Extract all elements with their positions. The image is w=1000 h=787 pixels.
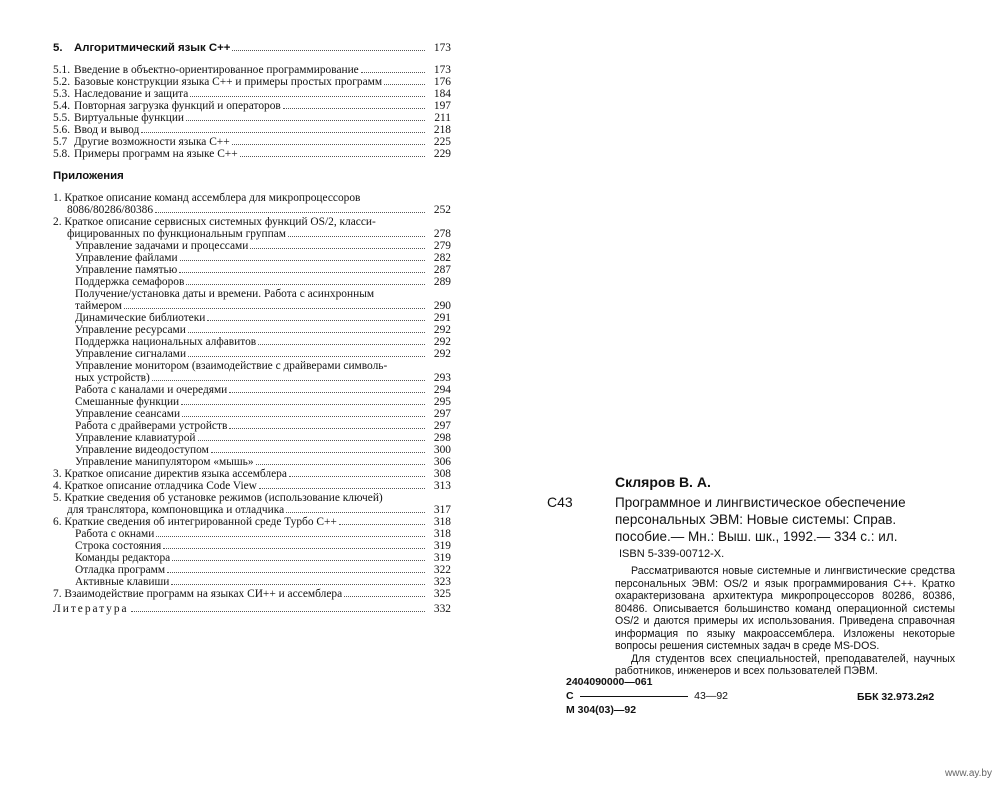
toc-item-num: 5.6. — [53, 124, 71, 136]
appendix-heading: Приложения — [53, 170, 124, 182]
toc-item-title: Управление задачами и процессами — [75, 240, 249, 252]
toc-item-title: Управление клавиатурой — [75, 432, 196, 444]
toc-item — [53, 100, 451, 112]
toc-item-title: Повторная загрузка функций и операторов — [74, 100, 281, 112]
toc-item-page: 289 — [433, 276, 451, 288]
toc-item — [53, 540, 451, 552]
toc-item-num: 5.1. — [53, 64, 71, 76]
toc-item-title: Работа с каналами и очередями — [75, 384, 228, 396]
toc-item-page: 173 — [433, 64, 451, 76]
toc-chapter-5-items — [53, 64, 451, 160]
watermark: www.ay.by — [944, 768, 992, 779]
toc-item-title: Примеры программ на языке С++ — [74, 148, 238, 160]
toc-item-title: Наследование и защита — [74, 88, 189, 100]
toc-item-page: 291 — [433, 312, 451, 324]
toc-item-title: Управление памятью — [75, 264, 178, 276]
toc-item — [53, 324, 451, 336]
catalog-index-right: 43—92 — [694, 690, 728, 702]
toc-appendix-2-items-c — [53, 384, 451, 468]
abstract-paragraph-2: Для студентов всех специальностей, преподавателей, научных работников, инженеров и всех пользователей ПЭВМ. — [615, 652, 955, 677]
toc-item-title: Команды редактора — [75, 552, 171, 564]
toc-item — [53, 528, 451, 540]
toc-item-title: Управление ресурсами — [75, 324, 186, 336]
toc-item-num: 5.8. — [53, 148, 71, 160]
toc-item-page: 319 — [433, 540, 451, 552]
toc-item-page: 292 — [433, 324, 451, 336]
toc-monitor-line2: ных устройств) 293 — [75, 372, 451, 384]
catalog-author: Скляров В. А. — [615, 474, 711, 490]
toc-chapter-5 — [53, 42, 451, 54]
toc-chapter-title: Алгоритмический язык С++ — [74, 42, 231, 54]
toc-item-title: Управление сигналами — [75, 348, 187, 360]
toc-item — [53, 396, 451, 408]
toc-item — [53, 64, 451, 76]
toc-item-title: Управление видеодоступом — [75, 444, 209, 456]
toc-item-page: 279 — [433, 240, 451, 252]
toc-item-title: Управление файлами — [75, 252, 178, 264]
toc-appendix-6-items — [53, 528, 451, 588]
toc-appendix-5-line2: для транслятора, компоновщика и отладчика 317 — [67, 504, 451, 516]
catalog-index-line-2 — [566, 690, 728, 702]
toc-item — [53, 112, 451, 124]
catalog-isbn: ISBN 5-339-00712-X. — [619, 548, 725, 560]
toc-appendix-1-line2: 8086/80286/80386 252 — [67, 204, 451, 216]
toc-item — [53, 252, 451, 264]
toc-item — [53, 148, 451, 160]
toc-datetime-line1: Получение/установка даты и времени. Работа с асинхронным — [75, 288, 375, 300]
toc-chapter-num: 5. — [53, 42, 63, 54]
toc-item-page: 229 — [433, 148, 451, 160]
toc-item — [53, 240, 451, 252]
toc-item — [53, 312, 451, 324]
toc-item — [53, 348, 451, 360]
toc-item-title: Динамические библиотеки — [75, 312, 206, 324]
toc-item-title: Базовые конструкции языка С++ и примеры простых программ — [74, 76, 383, 88]
toc-appendix-2-line1: 2. Краткое описание сервисных системных функций OS/2, класси- — [53, 216, 376, 228]
toc-appendix-5-line1: 5. Краткие сведения об установке режимов (использование ключей) — [53, 492, 383, 504]
toc-item — [53, 444, 451, 456]
toc-appendix-2-line2: фицированных по функциональным группам 278 — [67, 228, 451, 240]
toc-item-page: 211 — [434, 112, 451, 124]
toc-item-title: Управление манипулятором «мышь» — [75, 456, 254, 468]
toc-item-num: 5.2. — [53, 76, 71, 88]
toc-item-page: 323 — [433, 576, 451, 588]
table-of-contents — [53, 42, 451, 615]
toc-item-num: 5.7 — [53, 136, 68, 148]
abstract-paragraph-1: Рассматриваются новые системные и лингвистические средства персональных ЭВМ: OS/2 и язык программирования С++. Кратко охарактеризована архитектура микропроцессоров 80286, 80386, 80486. Описывается большинство команд операционной системы OS/2 и даются примеры их использования. Приведена справочная информация по языку макроассемблера. Изложены некоторые вопросы решения системных задач в среде MS-DOS. — [615, 565, 955, 652]
toc-appendix-6: 6. Краткие сведения об интегрированной среде Турбо С++ 318 — [53, 516, 451, 528]
toc-literature: Литература 332 — [53, 603, 451, 615]
toc-item-num: 5.5. — [53, 112, 71, 124]
toc-item-page: 297 — [433, 408, 451, 420]
toc-item-page: 225 — [433, 136, 451, 148]
toc-item-page: 300 — [433, 444, 451, 456]
toc-item-page: 298 — [433, 432, 451, 444]
toc-item — [53, 384, 451, 396]
toc-item — [53, 576, 451, 588]
toc-item-title: Работа с окнами — [75, 528, 155, 540]
toc-item-title: Работа с драйверами устройств — [75, 420, 228, 432]
toc-item-page: 294 — [433, 384, 451, 396]
toc-item-title: Смешанные функции — [75, 396, 180, 408]
toc-item-page: 282 — [433, 252, 451, 264]
toc-item-page: 306 — [433, 456, 451, 468]
toc-item — [53, 136, 451, 148]
toc-item-page: 295 — [433, 396, 451, 408]
toc-item-page: 176 — [433, 76, 451, 88]
toc-item — [53, 76, 451, 88]
toc-item — [53, 276, 451, 288]
toc-item-page: 197 — [433, 100, 451, 112]
toc-item — [53, 420, 451, 432]
catalog-code: С43 — [547, 494, 573, 510]
toc-item — [53, 264, 451, 276]
toc-appendix-3: 3. Краткое описание директив языка ассемблера 308 — [53, 468, 451, 480]
toc-item-page: 319 — [433, 552, 451, 564]
toc-item-title: Ввод и вывод — [74, 124, 140, 136]
toc-item-title: Поддержка семафоров — [75, 276, 185, 288]
toc-item-title: Введение в объектно-ориентированное программирование — [74, 64, 359, 76]
toc-item — [53, 124, 451, 136]
toc-appendix-1-line1: 1. Краткое описание команд ассемблера для микропроцессоров — [53, 192, 361, 204]
catalog-bibliographic-text: Программное и лингвистическое обеспечение персональных ЭВМ: Новые системы: Справ. пособие.— Мн.: Выш. шк., 1992.— 334 с.: ил. — [615, 495, 906, 544]
catalog-letter: С — [566, 690, 574, 702]
toc-datetime-line2: таймером 290 — [75, 300, 451, 312]
toc-item-title: Отладка программ — [75, 564, 166, 576]
toc-appendix-2-items-a — [53, 240, 451, 288]
toc-item-page: 184 — [433, 88, 451, 100]
toc-appendix-4: 4. Краткое описание отладчика Code View 313 — [53, 480, 451, 492]
toc-item-title: Строка состояния — [75, 540, 162, 552]
toc-item-title: Управление сеансами — [75, 408, 181, 420]
toc-item-num: 5.4. — [53, 100, 71, 112]
toc-item — [53, 336, 451, 348]
toc-item-num: 5.3. — [53, 88, 71, 100]
catalog-bbk: ББК 32.973.2я2 — [857, 691, 935, 703]
toc-item-title: Активные клавиши — [75, 576, 170, 588]
toc-item-title: Поддержка национальных алфавитов — [75, 336, 257, 348]
toc-item-page: 292 — [433, 348, 451, 360]
toc-appendix-7: 7. Взаимодействие программ на языках СИ++ и ассемблера 325 — [53, 588, 451, 600]
toc-item-page: 322 — [433, 564, 451, 576]
toc-item-page: 297 — [433, 420, 451, 432]
toc-item — [53, 552, 451, 564]
toc-item — [53, 88, 451, 100]
toc-item — [53, 564, 451, 576]
toc-item — [53, 456, 451, 468]
toc-item-page: 218 — [433, 124, 451, 136]
toc-item — [53, 432, 451, 444]
toc-page: 173 — [433, 42, 451, 54]
toc-item-page: 292 — [433, 336, 451, 348]
catalog-abstract — [615, 565, 955, 678]
toc-monitor-line1: Управление монитором (взаимодействие с драйверами символь- — [75, 360, 388, 372]
toc-item-page: 287 — [433, 264, 451, 276]
toc-item — [53, 408, 451, 420]
catalog-index-line-1: 2404090000—061 — [566, 676, 653, 688]
toc-item-page: 318 — [433, 528, 451, 540]
toc-appendix-2-items-b — [53, 312, 451, 360]
toc-item-title: Виртуальные функции — [74, 112, 185, 124]
catalog-index-line-3: М 304(03)—92 — [566, 704, 637, 716]
toc-item-title: Другие возможности языка С++ — [74, 136, 230, 148]
